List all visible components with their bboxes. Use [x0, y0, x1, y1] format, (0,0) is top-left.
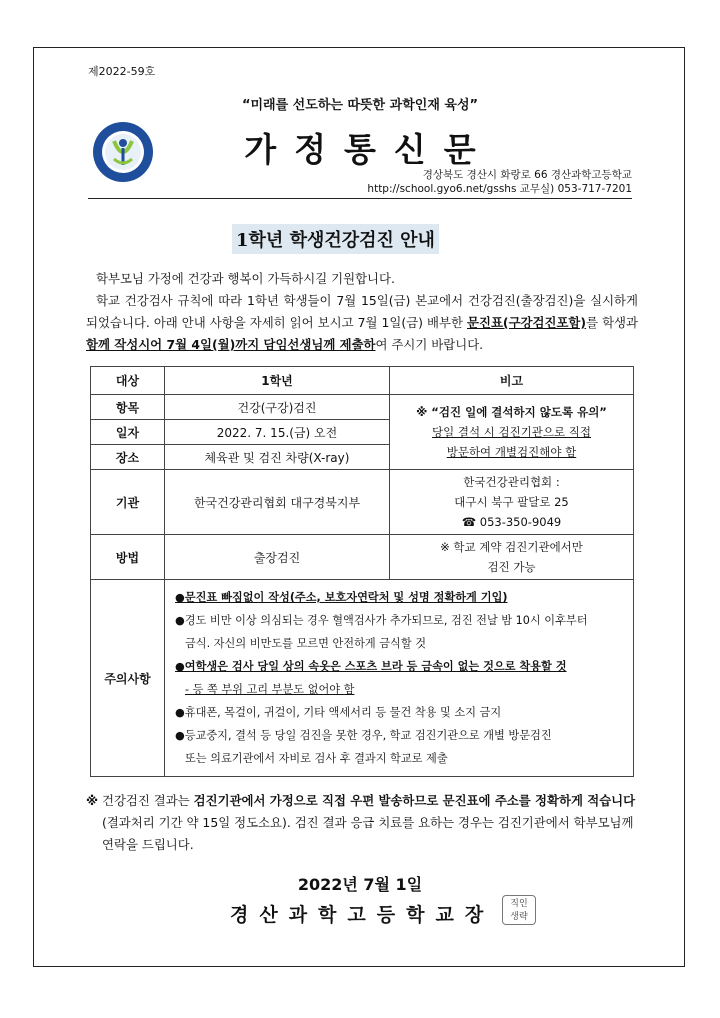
- agency-remark: 한국건강관리협회 : 대구시 북구 팔달로 25 ☎ 053-350-9049: [390, 470, 634, 535]
- notes-label: 주의사항: [91, 580, 165, 777]
- note-item-cont: 금식. 자신의 비만도를 모르면 안전하게 금식할 것: [185, 637, 427, 650]
- header-divider: [88, 198, 632, 199]
- table-row: 방법 출장검진 ※ 학교 계약 검진기관에서만 검진 가능: [91, 535, 634, 580]
- note-item-cont: 또는 의료기관에서 자비로 검사 후 결과지 학교로 제출: [185, 752, 448, 765]
- questionnaire-emphasis: 문진표(구강검진포함): [467, 315, 587, 330]
- result-emphasis: 검진기관에서 가정으로 직접 우편 발송하므로 문진표에 주소를 정확하게 적습니다: [193, 793, 636, 808]
- address-line: 경상북도 경산시 화랑로 66 경산과학고등학교: [422, 169, 632, 181]
- document-number: 제2022-59호: [88, 65, 156, 78]
- note-item: ●여학생은 검사 당일 상의 속옷은 스포츠 브라 등 금속이 없는 것으로 착용할 것: [175, 660, 567, 673]
- notes-list: [165, 580, 634, 777]
- intro-body: 학교 건강검사 규칙에 따라 1학년 학생들이 7월 15일(금) 본교에서 건강검진(출장검진)을 실시하게 되었습니다. 아래 안내 사항을 자세히 읽어 보시고 7월 1일(금) 배부한 문진표(구강검진포함)를 학생과 함께 작성시어 7월 4일(월)까지 담임선생님께 제출하여 주시기 바랍니다.: [86, 293, 638, 352]
- table-row: 일자 2022. 7. 15.(금) 오전: [91, 420, 634, 445]
- table-row: 기관 한국건강관리협회 대구경북지부 한국건강관리협회 : 대구시 북구 팔달로 25 ☎ 053-350-9049: [91, 470, 634, 535]
- notes-row: [91, 580, 634, 777]
- note-item: ●경도 비만 이상 의심되는 경우 혈액검사가 추가되므로, 검진 전날 밤 10시 이후부터: [175, 614, 588, 627]
- issue-date: 2022년 7월 1일: [297, 875, 423, 894]
- table-header-row: [91, 367, 634, 395]
- header-remarks: 비고: [390, 367, 634, 395]
- school-address: [367, 168, 632, 196]
- intro-text: [86, 268, 638, 356]
- note-item: ●문진표 빠짐없이 작성(주소, 보호자연락처 및 성명 정확하게 기입): [175, 591, 508, 604]
- checkup-info-table: [90, 366, 634, 777]
- greeting: 학부모님 가정에 건강과 행복이 가득하시길 기원합니다.: [96, 271, 395, 286]
- principal-signature: 경산과학고등학교장: [230, 904, 495, 926]
- notice-subject: 1학년 학생건강검진 안내: [232, 224, 439, 254]
- result-notice: ※ 건강검진 결과는 검진기관에서 가정으로 직접 우편 발송하므로 문진표에 주소를 정확하게 적습니다(결과처리 기간 약 15일 정도소요). 검진 결과 응급 치료를 요하는 경우는 검진기관에서 학부모님께 연락을 드립니다.: [86, 793, 636, 852]
- header-grade: 1학년: [165, 367, 390, 395]
- header-target: 대상: [91, 367, 165, 395]
- address-contact: http://school.gyo6.net/gsshs 교무실) 053-717-7201: [367, 183, 632, 195]
- telephone-icon: ☎: [461, 515, 477, 529]
- page-title: 가정통신문: [244, 130, 494, 169]
- absence-remark: ※ “검진 일에 결석하지 않도록 유의” 당일 결석 시 검진기관으로 직접 방문하여 개별검진해야 함: [390, 395, 634, 470]
- note-item: ●등교중지, 결석 등 당일 검진을 못한 경우, 학교 검진기관으로 개별 방문검진: [175, 729, 552, 742]
- table-row: 장소 체육관 및 검진 차량(X-ray): [91, 445, 634, 470]
- method-remark: ※ 학교 계약 검진기관에서만 검진 가능: [390, 535, 634, 580]
- note-item-cont: - 등 쪽 부위 고리 부분도 없어야 함: [185, 683, 355, 696]
- deadline-emphasis: 함께 작성시어 7월 4일(월)까지 담임선생님께 제출하: [86, 337, 376, 352]
- seal-stamp: 직인 생략: [502, 895, 536, 925]
- school-motto: “미래를 선도하는 따뜻한 과학인재 육성”: [241, 98, 479, 113]
- note-item: ●휴대폰, 목걸이, 귀걸이, 기타 액세서리 등 물건 착용 및 소지 금지: [175, 706, 502, 719]
- table-row: 항목 건강(구강)검진 ※ “검진 일에 결석하지 않도록 유의” 당일 결석 시 검진기관으로 직접 방문하여 개별검진해야 함: [91, 395, 634, 420]
